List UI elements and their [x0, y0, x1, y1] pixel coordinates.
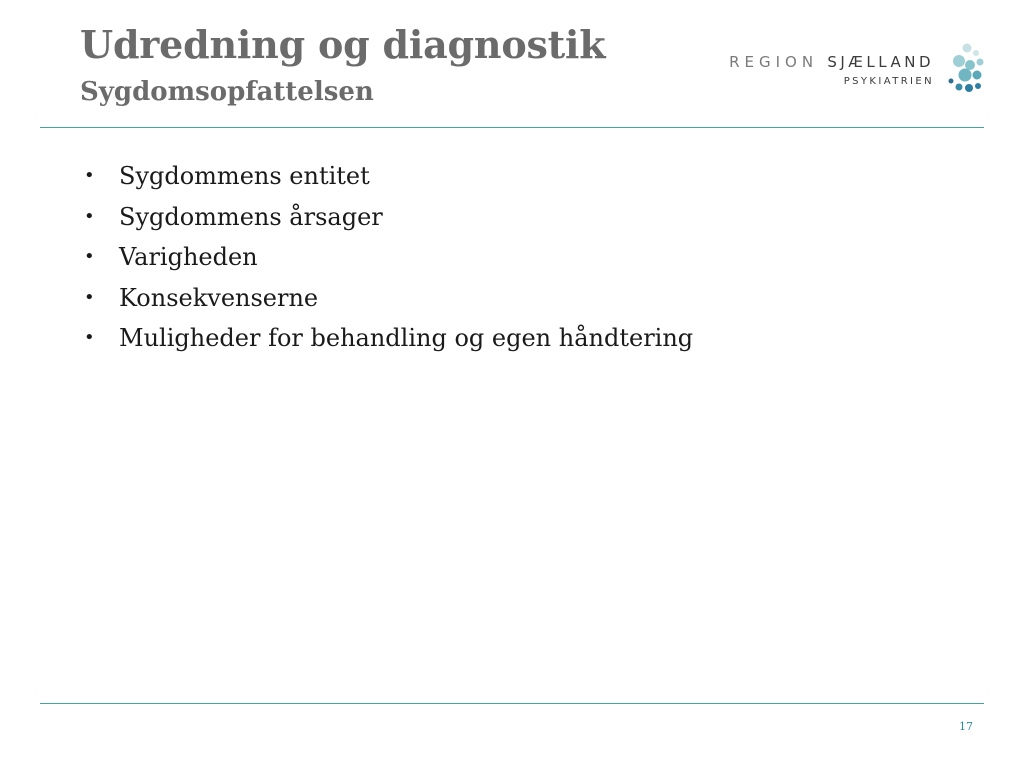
bullet-item: [84, 237, 693, 278]
logo-wordmark: [729, 53, 934, 71]
region-sjaelland-logo: [720, 40, 990, 100]
dot-cluster-icon: [940, 40, 990, 100]
bullet-text: Varigheden: [119, 243, 258, 272]
logo-dot: [977, 59, 984, 66]
bullet-dot-icon: •: [84, 327, 95, 349]
bullet-item: [84, 197, 693, 238]
bullet-list: [84, 156, 693, 359]
logo-dot: [963, 44, 972, 53]
logo-word-region: REGION: [729, 53, 819, 71]
logo-dot: [973, 50, 979, 56]
bullet-item: [84, 318, 693, 359]
logo-dot: [975, 83, 981, 89]
bullet-text: Muligheder for behandling og egen håndtering: [119, 324, 694, 353]
bottom-divider: [40, 703, 984, 704]
bullet-text: Sygdommens årsager: [119, 202, 383, 231]
logo-dot: [973, 71, 982, 80]
bullet-item: [84, 156, 693, 197]
logo-dot: [965, 60, 975, 70]
bullet-dot-icon: •: [84, 165, 95, 186]
page-number: 17: [959, 720, 973, 733]
logo-dot: [956, 84, 963, 91]
slide-subtitle: Sygdomsopfattelsen: [80, 77, 374, 107]
bullet-text: Sygdommens entitet: [119, 162, 370, 190]
logo-subline: PSYKIATRIEN: [843, 76, 934, 87]
logo-word-sjaelland: SJÆLLAND: [827, 53, 934, 71]
bullet-dot-icon: •: [84, 246, 95, 268]
logo-dot: [953, 55, 965, 67]
top-divider: [40, 127, 984, 128]
slide-title: Udredning og diagnostik: [80, 22, 606, 67]
bullet-text: Konsekvenserne: [119, 283, 319, 312]
bullet-dot-icon: •: [84, 205, 95, 227]
logo-dot: [965, 84, 973, 92]
bullet-dot-icon: •: [84, 286, 95, 308]
bullet-item: [84, 278, 693, 319]
logo-dot: [949, 79, 954, 84]
logo-dot: [959, 69, 972, 82]
